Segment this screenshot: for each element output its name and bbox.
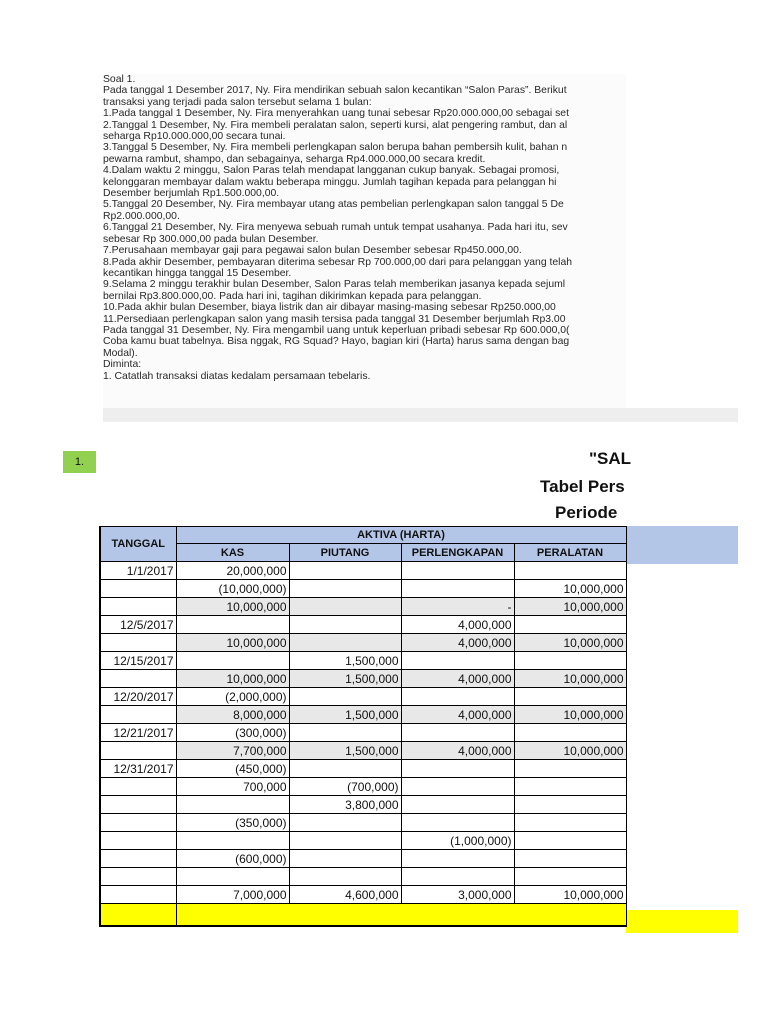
perlengkapan-cell[interactable]: (1,000,000) <box>401 832 514 850</box>
table-row <box>100 580 626 598</box>
kas-cell[interactable]: (600,000) <box>176 850 289 868</box>
kas-cell[interactable]: 10,000,000 <box>176 598 289 616</box>
piutang-cell[interactable] <box>289 688 401 706</box>
tanggal-cell[interactable]: 12/20/2017 <box>100 688 176 706</box>
kas-cell[interactable]: 700,000 <box>176 778 289 796</box>
peralatan-cell[interactable] <box>514 832 626 850</box>
perlengkapan-cell[interactable] <box>401 796 514 814</box>
problem-line: Diminta: <box>103 359 142 371</box>
problem-line: 6.Tanggal 21 Desember, Ny. Fira menyewa sebuah rumah untuk tempat usahanya. Pada hari itu, sev <box>103 222 568 234</box>
piutang-cell[interactable]: 3,800,000 <box>289 796 401 814</box>
problem-line: Coba kamu buat tabelnya. Bisa nggak, RG Squad? Hayo, bagian kiri (Harta) harus sama dengan bag <box>103 336 570 348</box>
kas-cell[interactable]: 20,000,000 <box>176 562 289 580</box>
problem-line: Pada tanggal 1 Desember 2017, Ny. Fira mendirikan sebuah salon kecantikan “Salon Paras”. Berikut <box>103 85 567 97</box>
question-number-badge: 1. <box>63 451 96 473</box>
perlengkapan-cell[interactable] <box>401 778 514 796</box>
piutang-cell[interactable]: 1,500,000 <box>289 742 401 760</box>
perlengkapan-cell[interactable] <box>401 850 514 868</box>
total-row-highlight <box>100 904 626 927</box>
table-row <box>100 796 626 814</box>
table-row <box>100 868 626 886</box>
table-row <box>100 886 626 904</box>
problem-line: Modal). <box>103 347 138 359</box>
peralatan-cell[interactable]: 10,000,000 <box>514 598 626 616</box>
tanggal-cell[interactable] <box>100 796 176 814</box>
piutang-cell[interactable] <box>289 562 401 580</box>
problem-line: pewarna rambut, shampo, dan sebagainya, seharga Rp4.000.000,00 secara kredit. <box>103 153 486 165</box>
perlengkapan-cell[interactable]: 4,000,000 <box>401 670 514 688</box>
kas-cell[interactable]: 7,000,000 <box>176 886 289 904</box>
perlengkapan-cell[interactable] <box>401 760 514 778</box>
tanggal-cell[interactable] <box>100 778 176 796</box>
table-row <box>100 562 626 580</box>
kas-cell[interactable] <box>176 796 289 814</box>
highlight-cell[interactable] <box>100 904 176 927</box>
peralatan-cell[interactable] <box>514 778 626 796</box>
perlengkapan-cell[interactable] <box>401 724 514 742</box>
table-row <box>100 760 626 778</box>
problem-line: 7.Perusahaan membayar gaji para pegawai salon bulan Desember sebesar Rp450.000,00. <box>103 245 522 257</box>
header-kas: KAS <box>176 544 289 562</box>
peralatan-cell[interactable] <box>514 796 626 814</box>
table-row <box>100 850 626 868</box>
problem-line: 4.Dalam waktu 2 minggu, Salon Paras telah mendapat langganan cukup banyak. Sebagai promosi, <box>103 165 560 177</box>
accounting-equation-table <box>99 526 627 927</box>
kas-cell[interactable] <box>176 616 289 634</box>
kas-cell[interactable]: (2,000,000) <box>176 688 289 706</box>
piutang-cell[interactable]: (700,000) <box>289 778 401 796</box>
problem-line: 1.Pada tanggal 1 Desember, Ny. Fira menyerahkan uang tunai sebesar Rp20.000.000,00 sebagai set <box>103 108 569 120</box>
tanggal-cell[interactable] <box>100 634 176 652</box>
perlengkapan-cell[interactable]: - <box>401 598 514 616</box>
tanggal-cell[interactable] <box>100 742 176 760</box>
kas-cell[interactable]: 8,000,000 <box>176 706 289 724</box>
problem-line: kelonggaran membayar dalam waktu beberapa minggu. Jumlah tagihan kepada para pelanggan hi <box>103 176 557 188</box>
problem-line: seharga Rp10.000.000,00 secara tunai. <box>103 131 286 143</box>
problem-line: 2.Tanggal 1 Desember, Ny. Fira membeli peralatan salon, seperti kursi, alat pengering rambut, dan al <box>103 119 568 131</box>
peralatan-cell[interactable]: 10,000,000 <box>514 706 626 724</box>
table-row <box>100 832 626 850</box>
piutang-cell[interactable] <box>289 634 401 652</box>
kas-cell[interactable]: 7,700,000 <box>176 742 289 760</box>
tanggal-cell[interactable] <box>100 832 176 850</box>
table-row <box>100 616 626 634</box>
tanggal-cell[interactable]: 12/21/2017 <box>100 724 176 742</box>
problem-line: sebesar Rp 300.000,00 pada bulan Desember. <box>103 233 319 245</box>
kas-cell[interactable]: (350,000) <box>176 814 289 832</box>
table-row <box>100 670 626 688</box>
perlengkapan-cell[interactable]: 4,000,000 <box>401 706 514 724</box>
peralatan-cell[interactable]: 10,000,000 <box>514 886 626 904</box>
peralatan-cell[interactable]: 10,000,000 <box>514 670 626 688</box>
peralatan-cell[interactable] <box>514 868 626 886</box>
problem-line: Pada tanggal 31 Desember, Ny. Fira mengambil uang untuk keperluan pribadi sebesar Rp 600.000,0( <box>103 324 570 336</box>
kas-cell[interactable]: (450,000) <box>176 760 289 778</box>
tanggal-cell[interactable]: 1/1/2017 <box>100 562 176 580</box>
perlengkapan-cell[interactable]: 3,000,000 <box>401 886 514 904</box>
peralatan-cell[interactable]: 10,000,000 <box>514 634 626 652</box>
problem-line: 10.Pada akhir bulan Desember, biaya listrik dan air dibayar masing-masing sebesar Rp250.000,00 <box>103 302 556 314</box>
problem-line: 1. Catatlah transaksi diatas kedalam persamaan tebelaris. <box>103 370 371 382</box>
peralatan-cell[interactable] <box>514 760 626 778</box>
tanggal-cell[interactable]: 12/15/2017 <box>100 652 176 670</box>
kas-cell[interactable]: 10,000,000 <box>176 634 289 652</box>
perlengkapan-cell[interactable]: 4,000,000 <box>401 742 514 760</box>
perlengkapan-cell[interactable] <box>401 688 514 706</box>
piutang-cell[interactable] <box>289 814 401 832</box>
piutang-cell[interactable]: 1,500,000 <box>289 706 401 724</box>
perlengkapan-cell[interactable] <box>401 580 514 598</box>
tanggal-cell[interactable] <box>100 598 176 616</box>
highlight-cell[interactable] <box>176 904 626 927</box>
header-peralatan: PERALATAN <box>514 544 626 562</box>
table-row <box>100 688 626 706</box>
peralatan-cell[interactable] <box>514 616 626 634</box>
problem-line: Rp2.000.000,00. <box>103 210 180 222</box>
table-row <box>100 652 626 670</box>
problem-line: 3.Tanggal 5 Desember, Ny. Fira membeli perlengkapan salon berupa bahan pembersih kulit, bahan n <box>103 142 568 154</box>
perlengkapan-cell[interactable] <box>401 562 514 580</box>
tanggal-cell[interactable] <box>100 670 176 688</box>
piutang-cell[interactable] <box>289 850 401 868</box>
table-title: Tabel Pers <box>540 477 625 496</box>
table-row <box>100 706 626 724</box>
yellow-row-extension <box>626 910 738 933</box>
peralatan-cell[interactable]: 10,000,000 <box>514 580 626 598</box>
header-tanggal: TANGGAL <box>100 527 176 562</box>
tanggal-cell[interactable] <box>100 850 176 868</box>
tanggal-cell[interactable] <box>100 868 176 886</box>
header-perlengkapan: PERLENGKAPAN <box>401 544 514 562</box>
problem-line: Desember berjumlah Rp1.500.000,00. <box>103 188 280 200</box>
salon-title: "SAL <box>589 449 632 468</box>
perlengkapan-cell[interactable]: 4,000,000 <box>401 616 514 634</box>
kas-cell[interactable]: (10,000,000) <box>176 580 289 598</box>
tanggal-cell[interactable] <box>100 814 176 832</box>
tanggal-cell[interactable] <box>100 886 176 904</box>
tanggal-cell[interactable] <box>100 580 176 598</box>
problem-line: bernilai Rp3.800.000,00. Pada hari ini, tagihan dikirimkan kepada para pelanggan. <box>103 290 482 302</box>
piutang-cell[interactable] <box>289 832 401 850</box>
piutang-cell[interactable] <box>289 868 401 886</box>
perlengkapan-cell[interactable] <box>401 652 514 670</box>
tanggal-cell[interactable] <box>100 706 176 724</box>
kas-cell[interactable] <box>176 868 289 886</box>
piutang-cell[interactable]: 4,600,000 <box>289 886 401 904</box>
problem-line: 11.Persediaan perlengkapan salon yang masih tersisa pada tanggal 31 Desember berjumlah Rp3.00 <box>103 313 566 325</box>
header-aktiva: AKTIVA (HARTA) <box>176 527 626 544</box>
tanggal-cell[interactable]: 12/5/2017 <box>100 616 176 634</box>
kas-cell[interactable]: (300,000) <box>176 724 289 742</box>
piutang-cell[interactable]: 1,500,000 <box>289 652 401 670</box>
perlengkapan-cell[interactable] <box>401 868 514 886</box>
peralatan-cell[interactable] <box>514 562 626 580</box>
table-row <box>100 598 626 616</box>
table-row <box>100 742 626 760</box>
table-row <box>100 724 626 742</box>
peralatan-cell[interactable]: 10,000,000 <box>514 742 626 760</box>
peralatan-cell[interactable] <box>514 850 626 868</box>
perlengkapan-cell[interactable]: 4,000,000 <box>401 634 514 652</box>
period-title: Periode <box>555 503 618 522</box>
piutang-cell[interactable] <box>289 580 401 598</box>
header-piutang: PIUTANG <box>289 544 401 562</box>
kas-cell[interactable] <box>176 832 289 850</box>
piutang-cell[interactable] <box>289 760 401 778</box>
kas-cell[interactable]: 10,000,000 <box>176 670 289 688</box>
piutang-cell[interactable] <box>289 598 401 616</box>
peralatan-cell[interactable] <box>514 652 626 670</box>
piutang-cell[interactable] <box>289 616 401 634</box>
peralatan-cell[interactable] <box>514 814 626 832</box>
piutang-cell[interactable] <box>289 724 401 742</box>
table-row <box>100 634 626 652</box>
table-row <box>100 814 626 832</box>
problem-line: 8.Pada akhir Desember, pembayaran diterima sebesar Rp 700.000,00 dari para pelanggan yang telah <box>103 256 573 268</box>
problem-line: 5.Tanggal 20 Desember, Ny. Fira membayar utang atas pembelian perlengkapan salon tanggal 5 De <box>103 199 564 211</box>
tanggal-cell[interactable]: 12/31/2017 <box>100 760 176 778</box>
piutang-cell[interactable]: 1,500,000 <box>289 670 401 688</box>
peralatan-cell[interactable] <box>514 724 626 742</box>
kas-cell[interactable] <box>176 652 289 670</box>
perlengkapan-cell[interactable] <box>401 814 514 832</box>
problem-line: kecantikan hingga tanggal 15 Desember. <box>103 267 292 279</box>
table-row <box>100 778 626 796</box>
problem-line: transaksi yang terjadi pada salon tersebut selama 1 bulan: <box>103 96 372 108</box>
problem-line: 9.Selama 2 minggu terakhir bulan Desember, Salon Paras telah memberikan jasanya kepada sejuml <box>103 279 566 291</box>
problem-line: Soal 1. <box>103 74 136 85</box>
peralatan-cell[interactable] <box>514 688 626 706</box>
header-fill-extension <box>626 526 738 564</box>
